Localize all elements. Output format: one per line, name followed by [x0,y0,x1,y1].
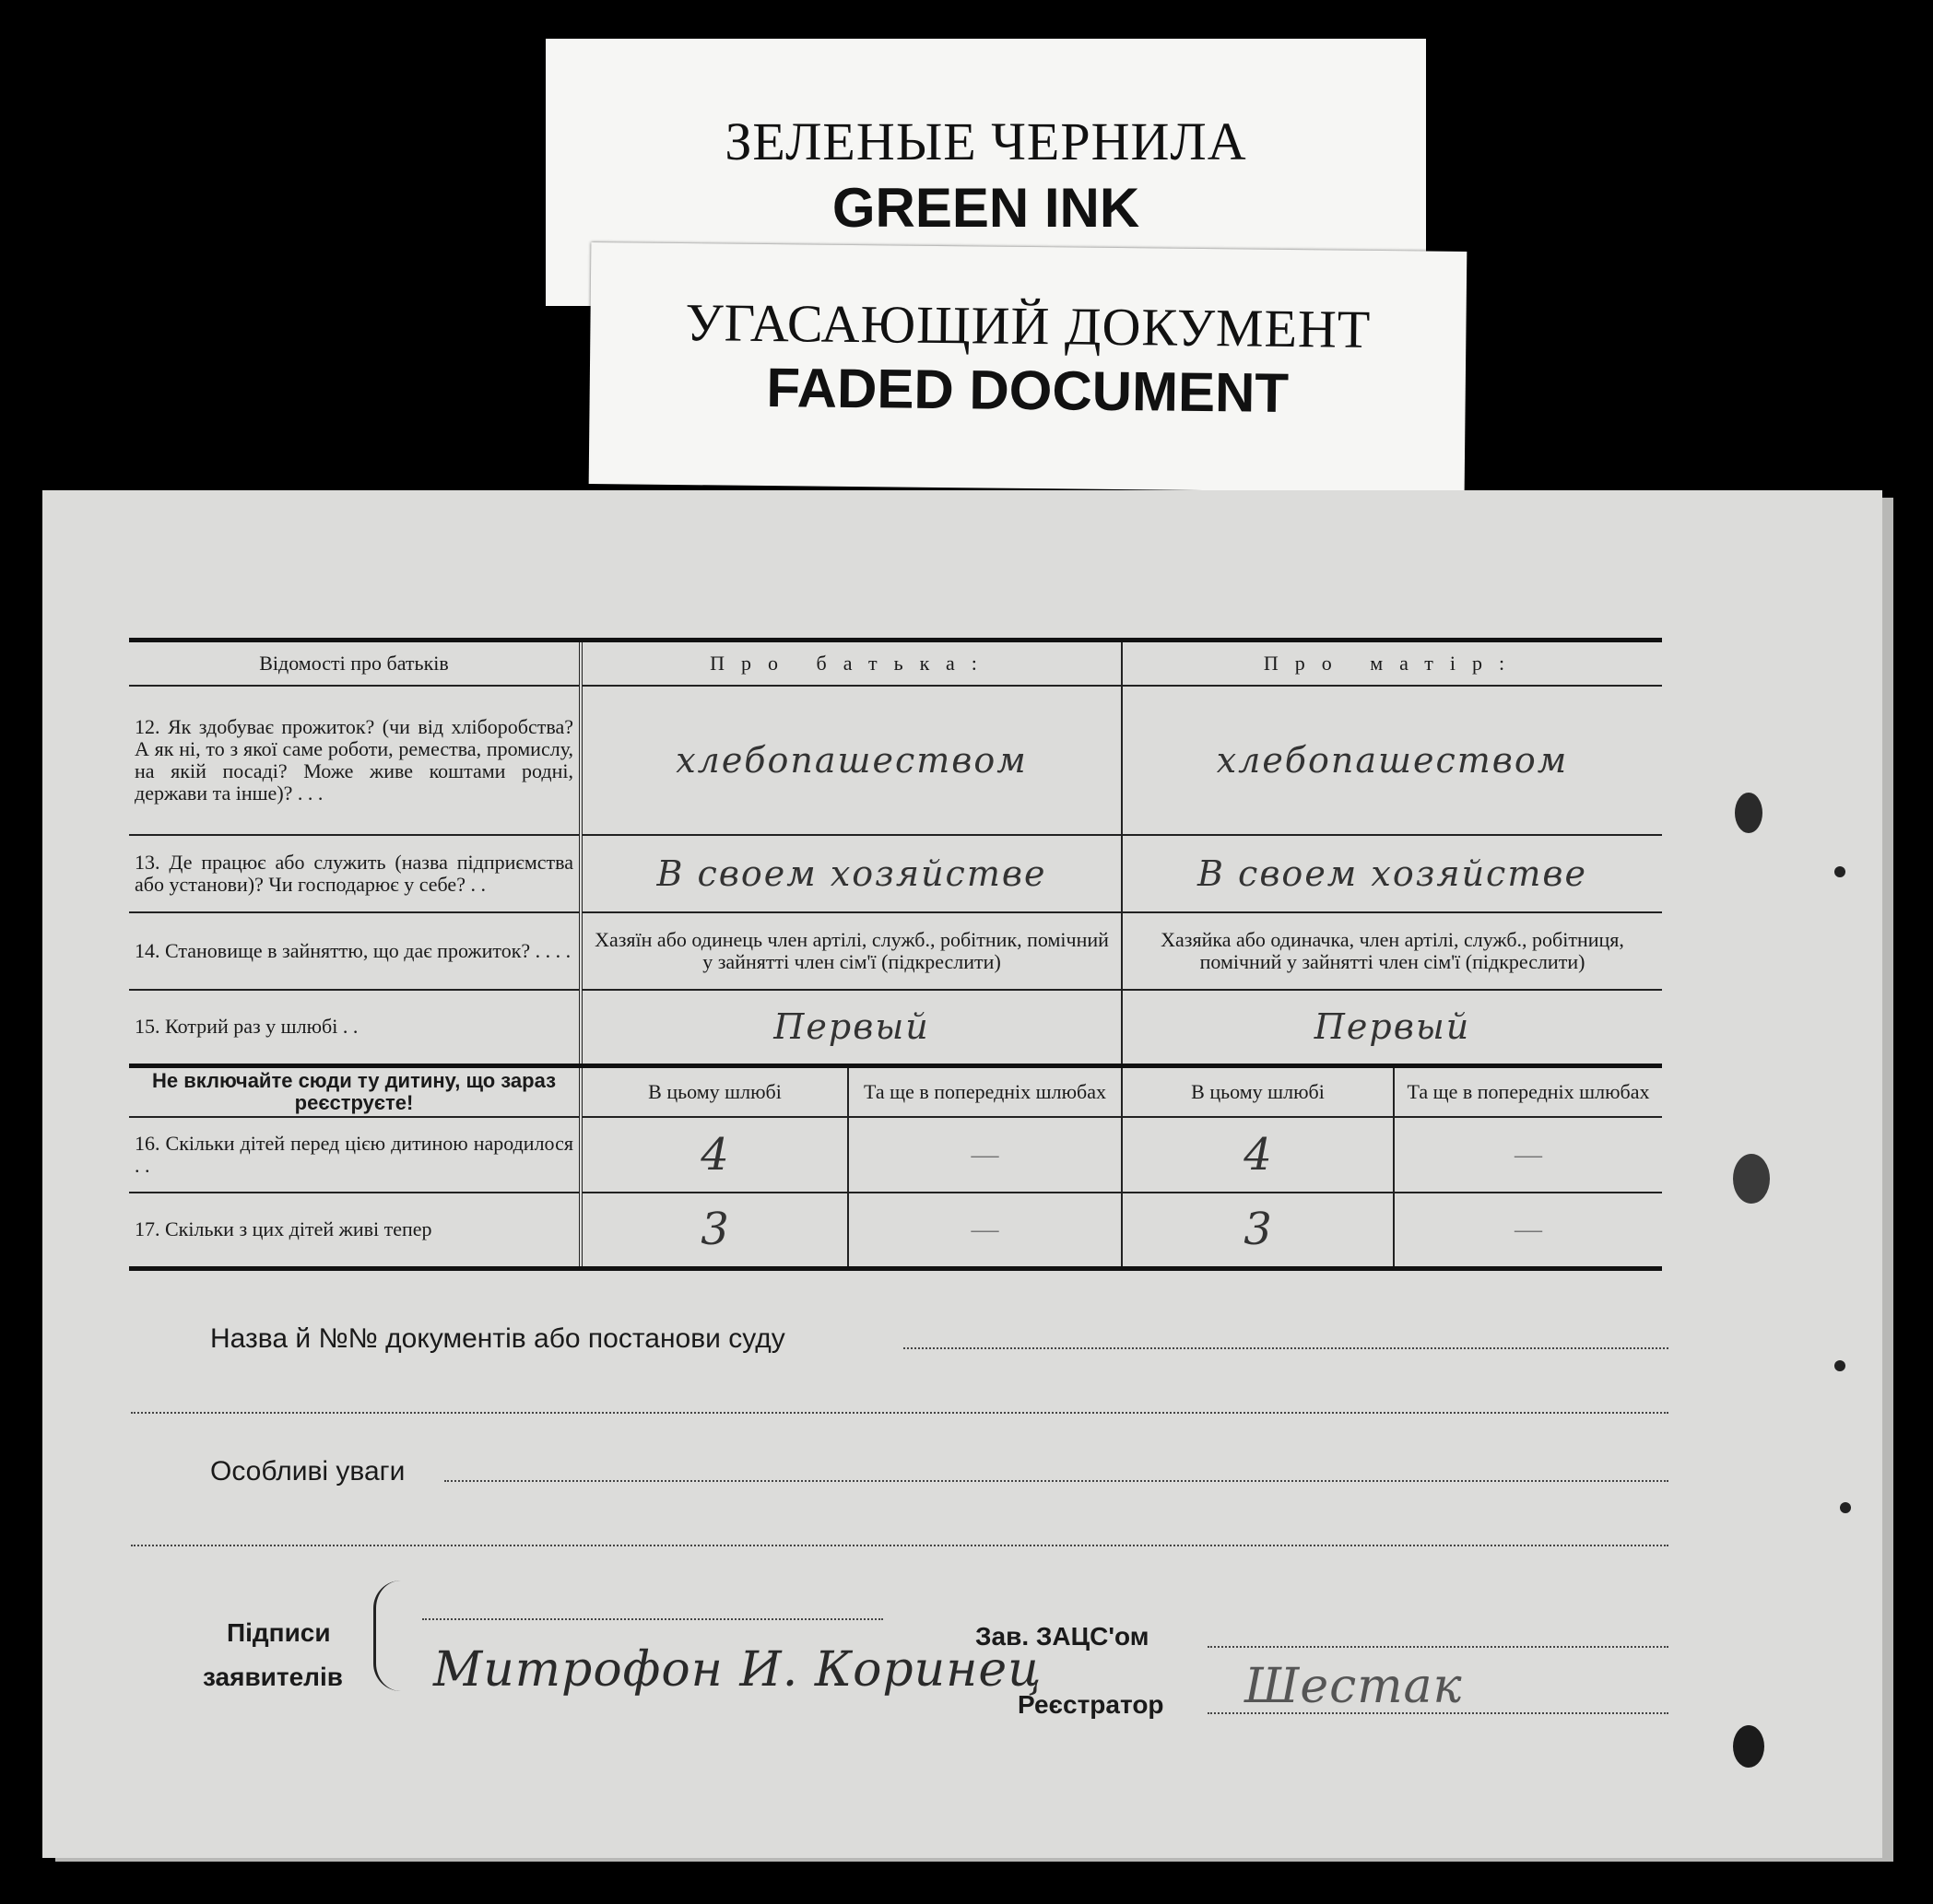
table-row-q13 [129,835,1662,912]
documents-line-1 [903,1347,1668,1349]
answer-16-mother-prev: — [1394,1117,1662,1193]
documents-line-2 [131,1412,1668,1414]
green-ink-label-en: GREEN INK [831,177,1140,239]
father-this-marriage-header: В цьому шлюбі [581,1065,848,1117]
table-row-q15 [129,990,1662,1065]
remarks-line-2 [131,1545,1668,1546]
head-of-registry-label: Зав. ЗАЦС'ом [975,1622,1149,1651]
answer-12-mother: хлебопашеством [1122,686,1662,835]
answer-12-father: хлебопашеством [581,686,1122,835]
applicants-label: заявителів [203,1663,343,1691]
answer-16-father-this: 4 [581,1117,848,1193]
answer-15-father: Первый [581,990,1122,1065]
table-row-q16 [129,1117,1662,1193]
question-14: 14. Становище в зайняттю, що дає прожиток? . . . . [129,912,581,990]
faded-document-label-ru: УГАСАЮЩИЙ ДОКУМЕНТ [685,292,1372,359]
signature-line-1 [422,1618,883,1620]
answer-14-father: Хазяїн або одинець член артілі, служб., робітник, помічний у зайнятті член сім'ї (підкреслити) [581,912,1122,990]
question-12: 12. Як здобуває прожиток? (чи від хліборобства? А як ні, то з якої саме роботи, ремества, промислу, на якій посаді? Може живе коштами родні, держави та інше)? . . . [129,686,581,835]
head-of-registry-line [1208,1646,1668,1648]
header-about-mother: Про матір: [1122,641,1662,687]
binding-hole [1735,793,1762,833]
parents-info-table [129,638,1662,1271]
applicant-signature: Митрофон И. Коринец [433,1642,1043,1698]
binding-hole [1834,866,1845,877]
binding-hole [1840,1502,1851,1513]
faded-document-label-en: FADED DOCUMENT [766,357,1290,424]
registrar-label: Реєстратор [1018,1690,1164,1719]
documents-label: Назва й №№ документів або постанови суду [210,1323,785,1354]
signatures-bracket [373,1581,402,1691]
mother-previous-marriages-header: Та ще в попередніх шлюбах [1394,1065,1662,1117]
question-16: 16. Скільки дітей перед цією дитиною народилося . . [129,1117,581,1193]
answer-15-mother: Первый [1122,990,1662,1065]
father-previous-marriages-header: Та ще в попередніх шлюбах [848,1065,1122,1117]
signatures-label: Підписи [227,1618,331,1647]
table-header-row [129,641,1662,687]
binding-hole [1834,1360,1845,1371]
question-15: 15. Котрий раз у шлюбі . . [129,990,581,1065]
answer-16-mother-this: 4 [1122,1117,1394,1193]
binding-hole [1733,1725,1764,1768]
question-13: 13. Де працює або служить (назва підприємства або установи)? Чи господарює у себе? . . [129,835,581,912]
faded-document-label-card [589,242,1467,493]
binding-hole [1733,1154,1770,1204]
header-about-father: Про батька: [581,641,1122,687]
question-17: 17. Скільки з цих дітей живі тепер [129,1193,581,1268]
answer-17-father-this: 3 [581,1193,848,1268]
table-row-q17 [129,1193,1662,1268]
answer-13-father: В своем хозяйстве [581,835,1122,912]
registrar-signature: Шестак [1244,1659,1463,1714]
remarks-label: Особливі уваги [210,1456,406,1487]
remarks-line-1 [444,1480,1668,1482]
answer-17-father-prev: — [848,1193,1122,1268]
children-header-row [129,1065,1662,1117]
answer-17-mother-prev: — [1394,1193,1662,1268]
answer-13-mother: В своем хозяйстве [1122,835,1662,912]
children-note: Не включайте сюди ту дитину, що зараз реєструєте! [129,1065,581,1117]
answer-16-father-prev: — [848,1117,1122,1193]
mother-this-marriage-header: В цьому шлюбі [1122,1065,1394,1117]
table-row-q12 [129,686,1662,835]
table-row-q14 [129,912,1662,990]
header-parents-info: Відомості про батьків [129,641,581,687]
answer-14-mother: Хазяйка або одиначка, член артілі, служб., робітниця, помічний у зайнятті член сім'ї (підкреслити) [1122,912,1662,990]
green-ink-label-ru: ЗЕЛЕНЫЕ ЧЕРНИЛА [725,112,1247,171]
answer-17-mother-this: 3 [1122,1193,1394,1268]
